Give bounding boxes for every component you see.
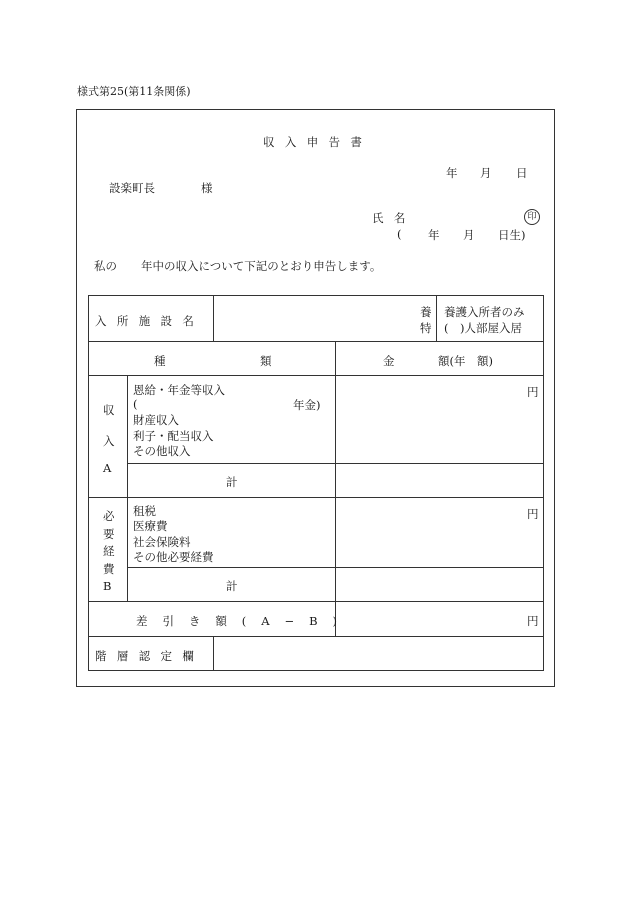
column-kind-2: 類 <box>260 354 272 368</box>
special-label-1: 養 <box>420 305 432 319</box>
special-label-2: 特 <box>420 321 432 335</box>
declaration-prefix: 私の <box>94 259 117 273</box>
birth-month: 月 <box>463 228 475 242</box>
column-amount-1: 金 <box>383 354 395 368</box>
special-option-1: 養護入所者のみ <box>444 305 525 319</box>
expense-item-tax: 租税 <box>133 504 156 518</box>
income-item-property: 財産収入 <box>133 413 179 427</box>
difference-label: 差引き額(A−B) <box>136 614 352 628</box>
date-month: 月 <box>480 166 492 180</box>
income-item-other: その他収入 <box>133 444 191 458</box>
birth-year: 年 <box>428 228 440 242</box>
expense-label-1: 必 <box>103 509 115 523</box>
income-item-open-paren: ( <box>133 397 138 411</box>
expense-item-insurance: 社会保険料 <box>133 535 191 549</box>
addressee-honorific: 様 <box>201 181 213 195</box>
declaration-text: 年中の収入について下記のとおり申告します。 <box>141 259 382 273</box>
column-amount-2: 額(年 額) <box>438 354 493 368</box>
birth-open: ( <box>397 227 402 241</box>
form-title: 収入申告書 <box>263 135 373 149</box>
expense-label-5: B <box>103 579 112 593</box>
income-label-2: 入 <box>103 434 115 448</box>
expense-label-4: 費 <box>103 562 115 576</box>
difference-yen: 円 <box>527 614 539 628</box>
expense-subtotal: 計 <box>226 579 238 593</box>
income-item-pension-close: 年金) <box>293 398 321 412</box>
expense-label-3: 経 <box>103 544 115 558</box>
applicant-name-label: 氏名 <box>372 211 416 225</box>
birth-day: 日生) <box>498 228 526 242</box>
income-item-pension: 恩給・年金等収入 <box>133 383 225 397</box>
income-subtotal: 計 <box>226 475 238 489</box>
expense-label-2: 要 <box>103 527 115 541</box>
facility-label: 入所施設名 <box>95 314 205 328</box>
income-yen: 円 <box>527 385 539 399</box>
seal-icon: 印 <box>524 209 540 225</box>
date-day: 日 <box>516 166 528 180</box>
expense-item-other: その他必要経費 <box>133 550 214 564</box>
income-item-interest: 利子・配当収入 <box>133 429 214 443</box>
seal-mark <box>524 208 540 225</box>
income-label-3: A <box>103 461 112 475</box>
income-label-1: 収 <box>103 403 115 417</box>
addressee-name: 設楽町長 <box>109 181 155 195</box>
special-option-2: ( )人部屋入居 <box>444 321 522 335</box>
date-year: 年 <box>446 166 458 180</box>
column-kind-1: 種 <box>154 354 166 368</box>
form-number: 様式第25(第11条関係) <box>77 85 191 98</box>
expense-yen: 円 <box>527 507 539 521</box>
level-label: 階層認定欄 <box>95 649 205 663</box>
expense-item-medical: 医療費 <box>133 519 168 533</box>
